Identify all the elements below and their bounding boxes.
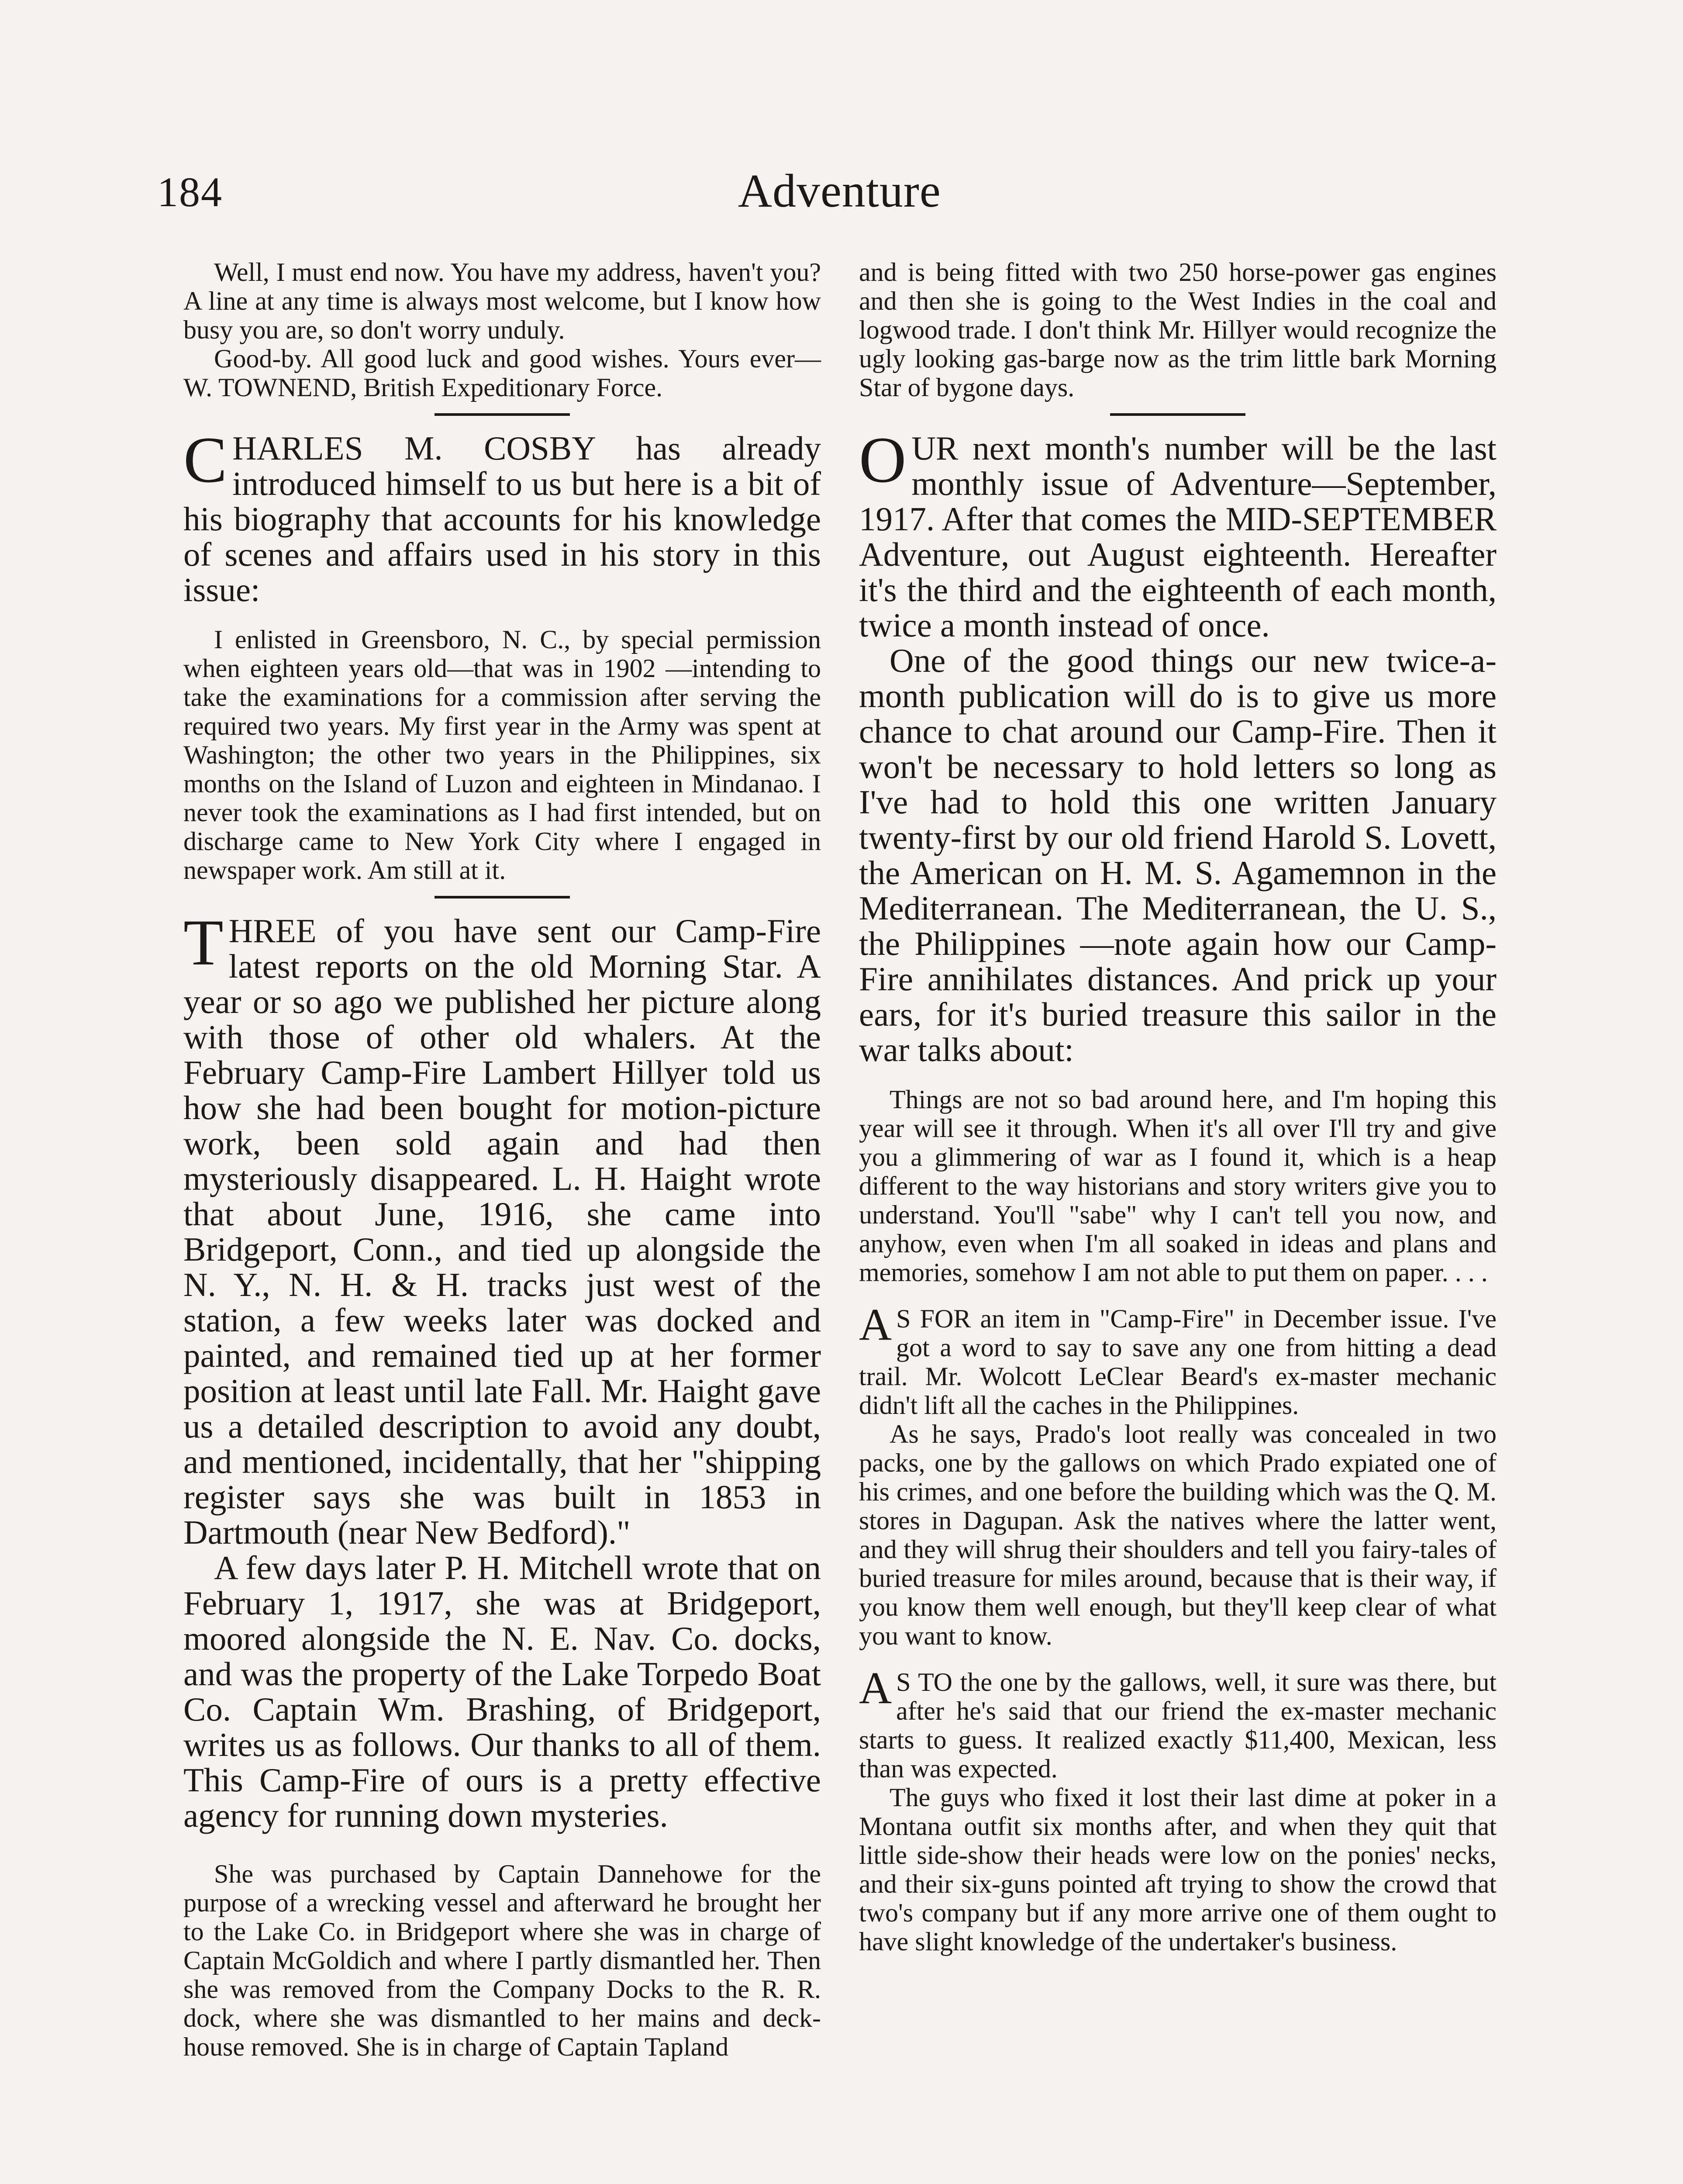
running-title: Adventure bbox=[738, 165, 941, 217]
section-divider bbox=[435, 413, 570, 416]
next-month-notice: OUR next month's number will be the last monthly issue of Adventure—September, 1917. After that comes the MID-SEPTEMBER Adventure, out August eighteenth. Hereafter it's the third and the eighteenth of each month, twice a month instead of once. bbox=[859, 424, 1497, 644]
drop-cap: C bbox=[183, 424, 228, 496]
drop-cap: A bbox=[859, 1299, 892, 1350]
brashing-letter-cont: and is being fitted with two 250 horse-power gas engines and then she is going to the West Indies in the coal and logwood trade. I don't think Mr. Hillyer would recognize the ugly looking gas-barge now as the trim little bark Morning Star of bygone days. bbox=[859, 258, 1497, 402]
left-column bbox=[183, 258, 821, 2061]
drop-cap: A bbox=[859, 1663, 892, 1713]
lovett-letter-1: Things are not so bad around here, and I'm hoping this year will see it through. When it's all over I'll try and give you a glimmering of war as I found it, which is a heap different to the way historians and story writers give you to understand. You'll "sabe" why I can't tell you now, and anyhow, even when I'm all soaked in ideas and plans and memories, somehow I am not able to put them on paper. . . . bbox=[859, 1085, 1497, 1287]
lovett-letter-3: As he says, Prado's loot really was concealed in two packs, one by the gallows on which Prado expiated one of his crimes, and one before the building which was the Q. M. stores in Dagupan. Ask the natives where the latter went, and they will shrug their shoulders and tell you fairy-tales of buried treasure for miles around, because that is their way, if you know them well enough, but they'll keep clear of what you want to know. bbox=[859, 1420, 1497, 1650]
lovett-letter-5: The guys who fixed it lost their last dime at poker in a Montana outfit six months after, and when they quit that little side-show their heads were low on the ponies' necks, and their six-guns pointed aft trying to show the crowd that two's company but if any more arrive one of them ought to have slight knowledge of the undertaker's business. bbox=[859, 1783, 1497, 1956]
right-column bbox=[859, 258, 1497, 1956]
drop-cap: T bbox=[183, 906, 224, 979]
lovett-intro: One of the good things our new twice-a-month publication will do is to give us more chance to chat around our Camp-Fire. Then it won't be necessary to hold letters so long as I've had to hold this one written January twenty-first by our old friend Harold S. Lovett, the American on H. M. S. Agamemnon in the Mediterranean. The Mediterranean, the U. S., the Philippines —note again how our Camp-Fire annihilates distances. And prick up your ears, for it's buried treasure this sailor in the war talks about: bbox=[859, 642, 1497, 1068]
brashing-letter: She was purchased by Captain Dannehowe for the purpose of a wrecking vessel and afterward he brought her to the Lake Co. in Bridgeport where she was in charge of Captain McGoldich and where I partly dismantled her. Then she was removed from the Company Docks to the R. R. dock, where she was dismantled to her mains and deck-house removed. She is in charge of Captain Tapland bbox=[183, 1859, 821, 2061]
section-divider bbox=[1110, 413, 1245, 416]
lovett-letter-4: A S TO the one by the gallows, well, it sure was there, but after he's said that our friend the ex-master mechanic starts to guess. It realized exactly $11,400, Mexican, less than was expected. bbox=[859, 1663, 1497, 1783]
section-divider bbox=[435, 896, 570, 898]
cosby-intro: CHARLES M. COSBY has already introduced himself to us but here is a bit of his biography that accounts for his knowledge of scenes and affairs used in his story in this issue: bbox=[183, 424, 821, 608]
lovett-letter-2: A S FOR an item in "Camp-Fire" in December issue. I've got a word to say to save any one from hitting a dead trail. Mr. Wolcott LeClear Beard's ex-master mechanic didn't lift all the caches in the Philippines. bbox=[859, 1299, 1497, 1420]
townend-letter-end: Well, I must end now. You have my address, haven't you? A line at any time is always most welcome, but I know how busy you are, so don't worry unduly. bbox=[183, 258, 821, 344]
cosby-letter: I enlisted in Greensboro, N. C., by special permission when eighteen years old—that was in 1902 —intending to take the examinations for a commission after serving the required two years. My first year in the Army was spent at Washington; the other two years in the Philippines, six months on the Island of Luzon and eighteen in Mindanao. I never took the examinations as I had first intended, but on discharge came to New York City where I engaged in newspaper work. Am still at it. bbox=[183, 625, 821, 885]
page-number: 184 bbox=[157, 169, 223, 215]
mitchell-paragraph: A few days later P. H. Mitchell wrote that on February 1, 1917, she was at Bridgeport, moored alongside the N. E. Nav. Co. docks, and was the property of the Lake Torpedo Boat Co. Captain Wm. Brashing, of Bridgeport, writes us as follows. Our thanks to all of them. This Camp-Fire of ours is a pretty effective agency for running down mysteries. bbox=[183, 1549, 821, 1834]
townend-signoff: Good-by. All good luck and good wishes. Yours ever—W. TOWNEND, British Expeditionary Force. bbox=[183, 344, 821, 402]
morning-star-intro: THREE of you have sent our Camp-Fire latest reports on the old Morning Star. A year or so ago we published her picture along with those of other old whalers. At the February Camp-Fire Lambert Hillyer told us how she had been bought for motion-picture work, been sold again and had then mysteriously disappeared. L. H. Haight wrote that about June, 1916, she came into Bridgeport, Conn., and tied up alongside the N. Y., N. H. & H. tracks just west of the station, a few weeks later was docked and painted, and remained tied up at her former position at least until late Fall. Mr. Haight gave us a detailed description to avoid any doubt, and mentioned, incidentally, that her "shipping register says she was built in 1853 in Dartmouth (near New Bedford)." bbox=[183, 906, 821, 1551]
drop-cap: O bbox=[859, 424, 907, 496]
